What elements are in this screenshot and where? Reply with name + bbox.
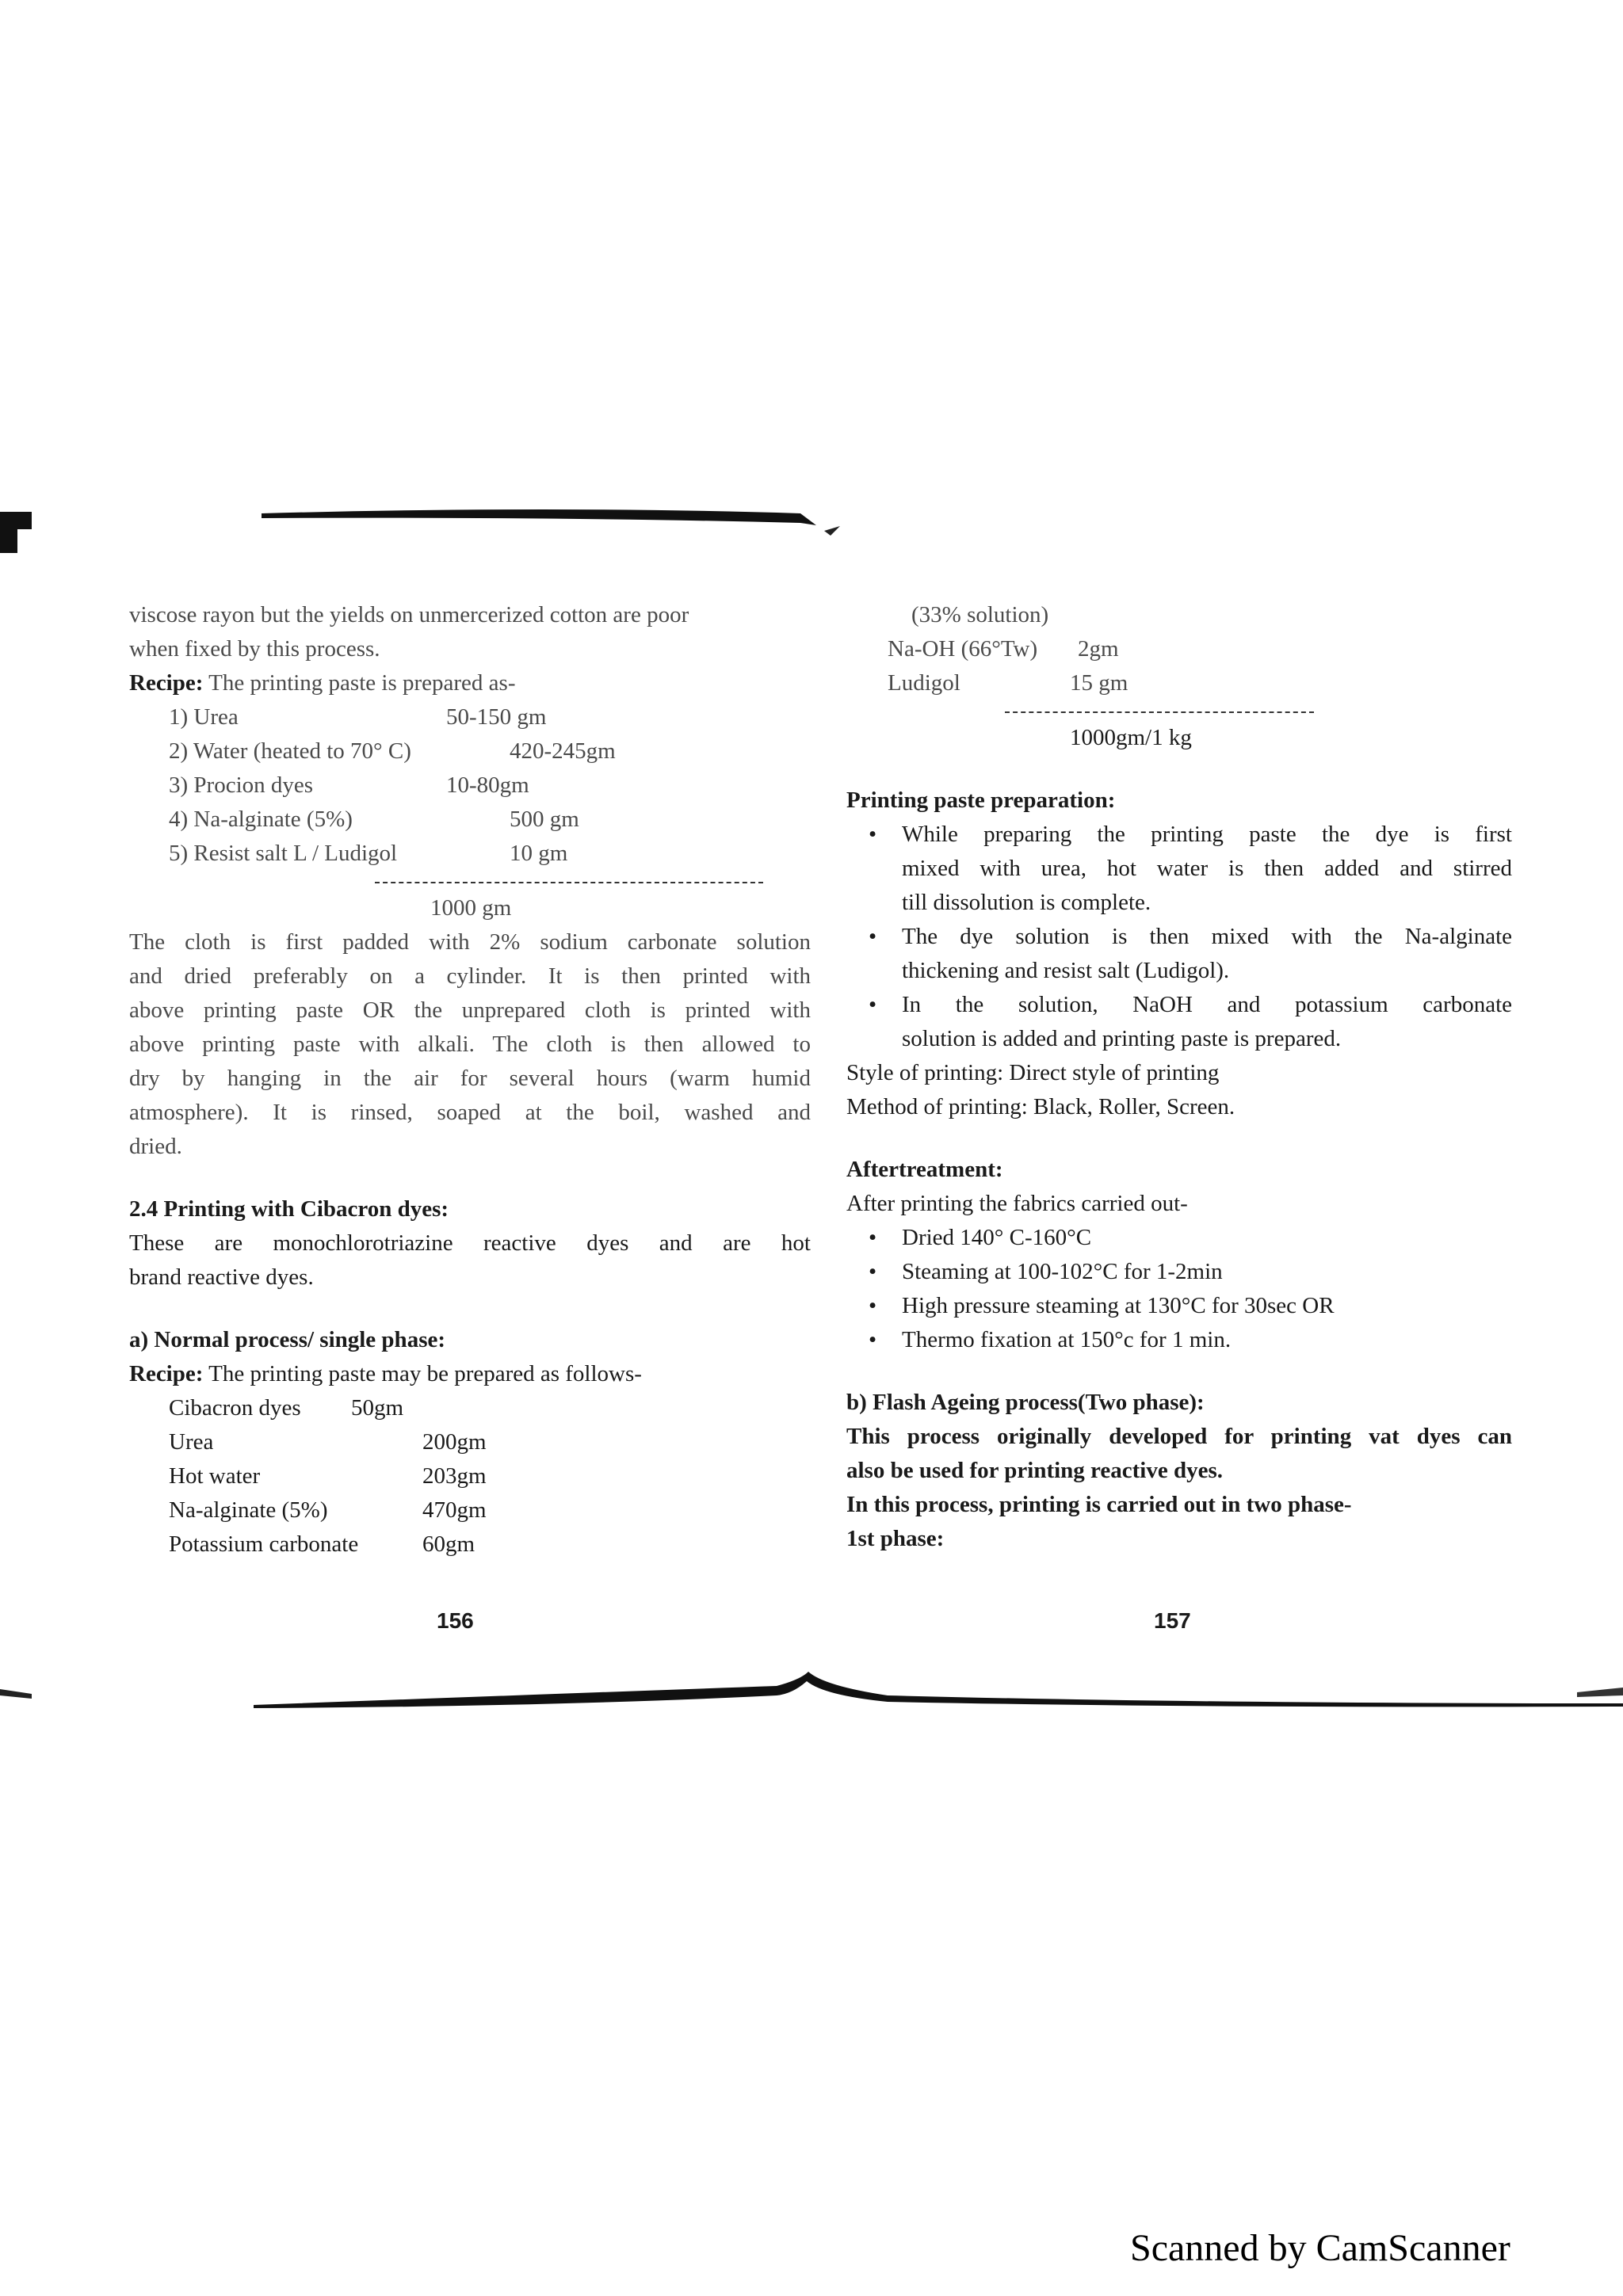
flash-heading: b) Flash Ageing process(Two phase):	[846, 1390, 1205, 1415]
paragraph-line: and dried preferably on a cylinder. It is then printed with	[129, 963, 811, 989]
section-heading: 2.4 Printing with Cibacron dyes:	[129, 1196, 449, 1222]
recipe-row: Urea 200gm	[169, 1429, 487, 1455]
paste-prep-heading: Printing paste preparation:	[846, 788, 1116, 813]
recipe-row: Na-alginate (5%) 470gm	[169, 1497, 487, 1523]
recipe-intro-text: The printing paste is prepared as-	[208, 670, 516, 696]
paste-prep-list	[846, 818, 1512, 1056]
recipe-label: Recipe:	[129, 1361, 204, 1386]
paragraph-line: The cloth is first padded with 2% sodium carbonate solution	[129, 929, 811, 955]
list-item: • In the solution, NaOH and potassium carbonate solution is added and printing paste is prepared.	[846, 988, 1512, 1056]
right-page	[846, 598, 1512, 1556]
list-item: • Steaming at 100-102°C for 1-2min	[846, 1255, 1512, 1289]
recipe-total: 1000 gm	[430, 895, 512, 921]
recipe2-intro	[129, 1357, 811, 1391]
recipe-row: Cibacron dyes 50gm	[169, 1395, 404, 1421]
recipe-intro-text: The printing paste may be prepared as follows-	[208, 1361, 642, 1386]
aftertreatment-intro: After printing the fabrics carried out-	[846, 1191, 1188, 1216]
paragraph-line: atmosphere). It is rinsed, soaped at the boil, washed and	[129, 1100, 811, 1125]
page-number-left: 156	[437, 1608, 474, 1633]
bullet-icon: •	[869, 1327, 877, 1352]
paragraph-line: above printing paste OR the unprepared cloth is printed with	[129, 997, 811, 1023]
paragraph-line: dried.	[129, 1134, 182, 1159]
phase-label: 1st phase:	[846, 1526, 945, 1551]
paragraph-line: also be used for printing reactive dyes.	[846, 1458, 1224, 1483]
intro-line: viscose rayon but the yields on unmercerized cotton are poor	[129, 602, 689, 627]
page-number-right: 157	[1154, 1608, 1191, 1633]
recipe-row: Ludigol 15 gm	[888, 670, 1128, 696]
recipe-cont-line: (33% solution)	[911, 602, 1049, 627]
list-item: • Dried 140° C-160°C	[846, 1221, 1512, 1255]
paragraph-line: brand reactive dyes.	[129, 1264, 314, 1290]
list-item: • High pressure steaming at 130°C for 30sec OR	[846, 1289, 1512, 1323]
paragraph-line: dry by hanging in the air for several hours (warm humid	[129, 1066, 811, 1091]
recipe-row: Na-OH (66°Tw) 2gm	[888, 636, 1119, 662]
list-item: • Thermo fixation at 150°c for 1 min.	[846, 1323, 1512, 1357]
paragraph-line: This process originally developed for printing vat dyes can	[846, 1424, 1512, 1449]
paragraph-line: above printing paste with alkali. The cloth is then allowed to	[129, 1032, 811, 1057]
aftertreatment-heading: Aftertreatment:	[846, 1157, 1003, 1182]
bullet-icon: •	[869, 1259, 877, 1284]
recipe-row: 5) Resist salt L / Ludigol 10 gm	[169, 841, 568, 866]
recipe-row: 3) Procion dyes 10-80gm	[169, 772, 529, 798]
list-item: • The dye solution is then mixed with the Na-alginate thickening and resist salt (Ludigol).	[846, 920, 1512, 988]
list-item: • While preparing the printing paste the dye is first mixed with urea, hot water is then added and stirred till dissolution is complete.	[846, 818, 1512, 920]
book-bottom-edge	[0, 1648, 1623, 1711]
recipe-label: Recipe:	[129, 670, 204, 696]
book-top-edge	[0, 498, 1623, 553]
style-line: Style of printing: Direct style of printing	[846, 1060, 1220, 1085]
recipe-row: 1) Urea 50-150 gm	[169, 704, 547, 730]
paragraph-line: These are monochlorotriazine reactive dyes and are hot	[129, 1230, 811, 1256]
paragraph-line: In this process, printing is carried out in two phase-	[846, 1492, 1352, 1517]
method-line: Method of printing: Black, Roller, Screen.	[846, 1094, 1235, 1119]
total-separator	[375, 882, 763, 883]
recipe-row: 2) Water (heated to 70° C) 420-245gm	[169, 738, 616, 764]
recipe-row: Potassium carbonate 60gm	[169, 1531, 475, 1557]
bullet-icon: •	[869, 992, 877, 1017]
total-separator	[1005, 711, 1314, 713]
recipe-total: 1000gm/1 kg	[1070, 725, 1192, 750]
bullet-icon: •	[869, 1293, 877, 1318]
recipe-row: Hot water 203gm	[169, 1463, 487, 1489]
recipe-list	[129, 700, 811, 871]
bullet-icon: •	[869, 924, 877, 949]
bullet-icon: •	[869, 822, 877, 847]
intro-line: when fixed by this process.	[129, 636, 380, 662]
aftertreatment-list	[846, 1221, 1512, 1357]
scanner-watermark: Scanned by CamScanner	[1130, 2227, 1510, 2269]
process-paragraph	[129, 925, 811, 1164]
recipe-row: 4) Na-alginate (5%) 500 gm	[169, 807, 579, 832]
subsection-heading: a) Normal process/ single phase:	[129, 1327, 446, 1352]
recipe2-list	[129, 1391, 811, 1562]
recipe-intro	[129, 666, 811, 700]
left-page	[129, 598, 811, 1562]
bullet-icon: •	[869, 1225, 877, 1250]
